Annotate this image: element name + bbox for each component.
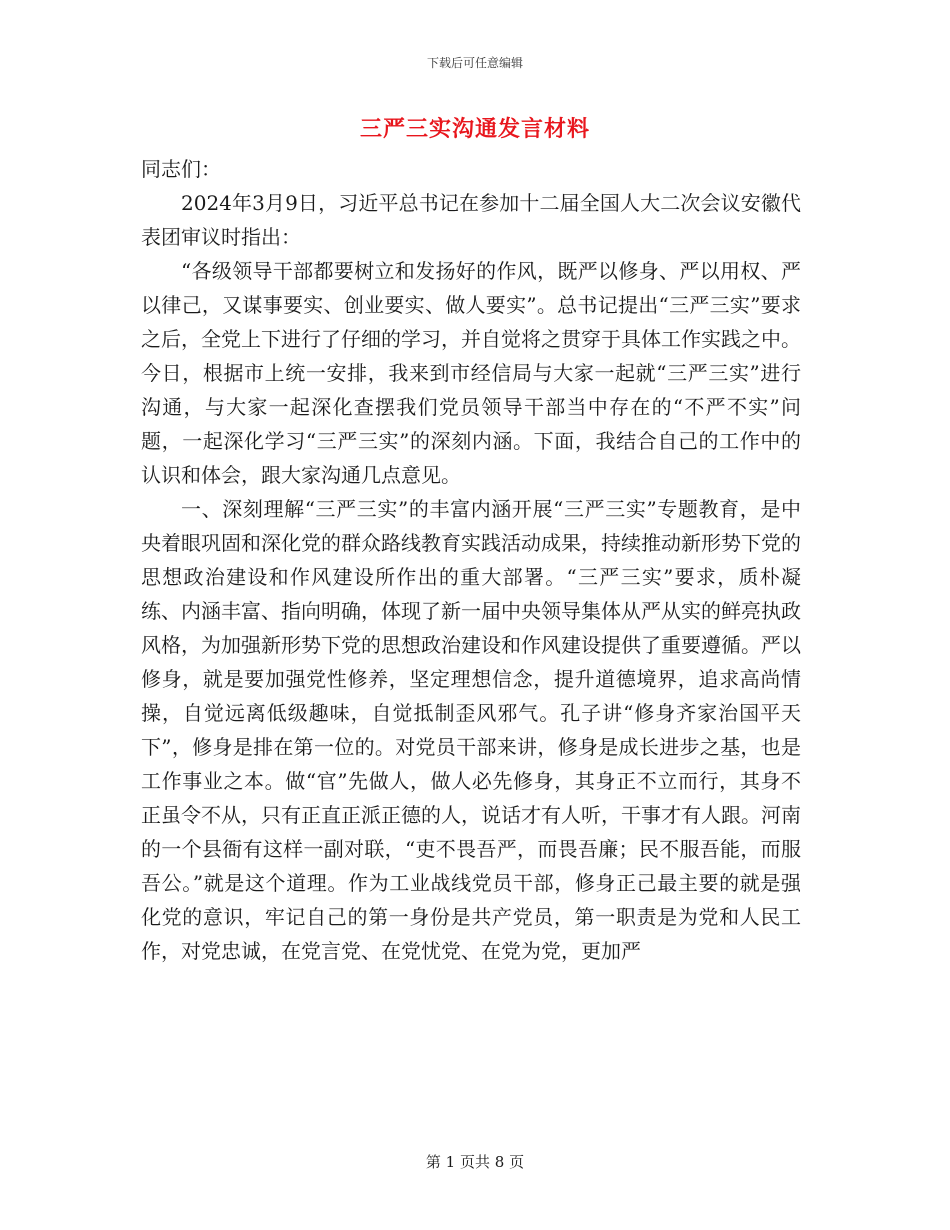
salutation: 同志们： xyxy=(141,157,221,181)
document-body xyxy=(141,152,801,968)
document-title: 三严三实沟通发言材料 xyxy=(359,116,590,142)
paragraph-3: 一、深刻理解“三严三实”的丰富内涵开展“三严三实”专题教育，是中央着眼巩固和深化党的群众路线教育实践活动成果，持续推动新形势下党的思想政治建设和作风建设所作出的重大部署。“三严三实”要求，质朴凝练、内涵丰富、指向明确，体现了新一届中央领导集体从严从实的鲜亮执政风格，为加强新形势下党的思想政治建设和作风建设提供了重要遵循。严以修身，就是要加强党性修养，坚定理想信念，提升道德境界，追求高尚情操，自觉远离低级趣味，自觉抵制歪风邪气。孔子讲“修身齐家治国平天下”，修身是排在第一位的。对党员干部来讲，修身是成长进步之基，也是工作事业之本。做“官”先做人，做人必先修身，其身正不立而行，其身不正虽令不从，只有正直正派正德的人，说话才有人听，干事才有人跟。河南的一个县衙有这样一副对联，“吏不畏吾严，而畏吾廉；民不服吾能，而服吾公。”就是这个道理。作为工业战线党员干部，修身正己最主要的就是强化党的意识，牢记自己的第一身份是共产党员，第一职责是为党和人民工作，对党忠诚，在党言党、在党忧党、在党为党，更加严 xyxy=(141,497,801,963)
paragraph-1: 2024年3月9日，习近平总书记在参加十二届全国人大二次会议安徽代表团审议时指出： xyxy=(141,191,801,249)
page-number: 第 1 页共 8 页 xyxy=(425,1153,525,1171)
page-header-note: 下载后可任意编辑 xyxy=(426,56,523,70)
paragraph-2: “各级领导干部都要树立和发扬好的作风，既严以修身、严以用权、严以律己，又谋事要实、创业要实、做人要实”。总书记提出“三严三实”要求之后，全党上下进行了仔细的学习，并自觉将之贯穿于具体工作实践之中。今日，根据市上统一安排，我来到市经信局与大家一起就“三严三实”进行沟通，与大家一起深化查摆我们党员领导干部当中存在的“不严不实”问题，一起深化学习“三严三实”的深刻内涵。下面，我结合自己的工作中的认识和体会，跟大家沟通几点意见。 xyxy=(141,259,801,487)
